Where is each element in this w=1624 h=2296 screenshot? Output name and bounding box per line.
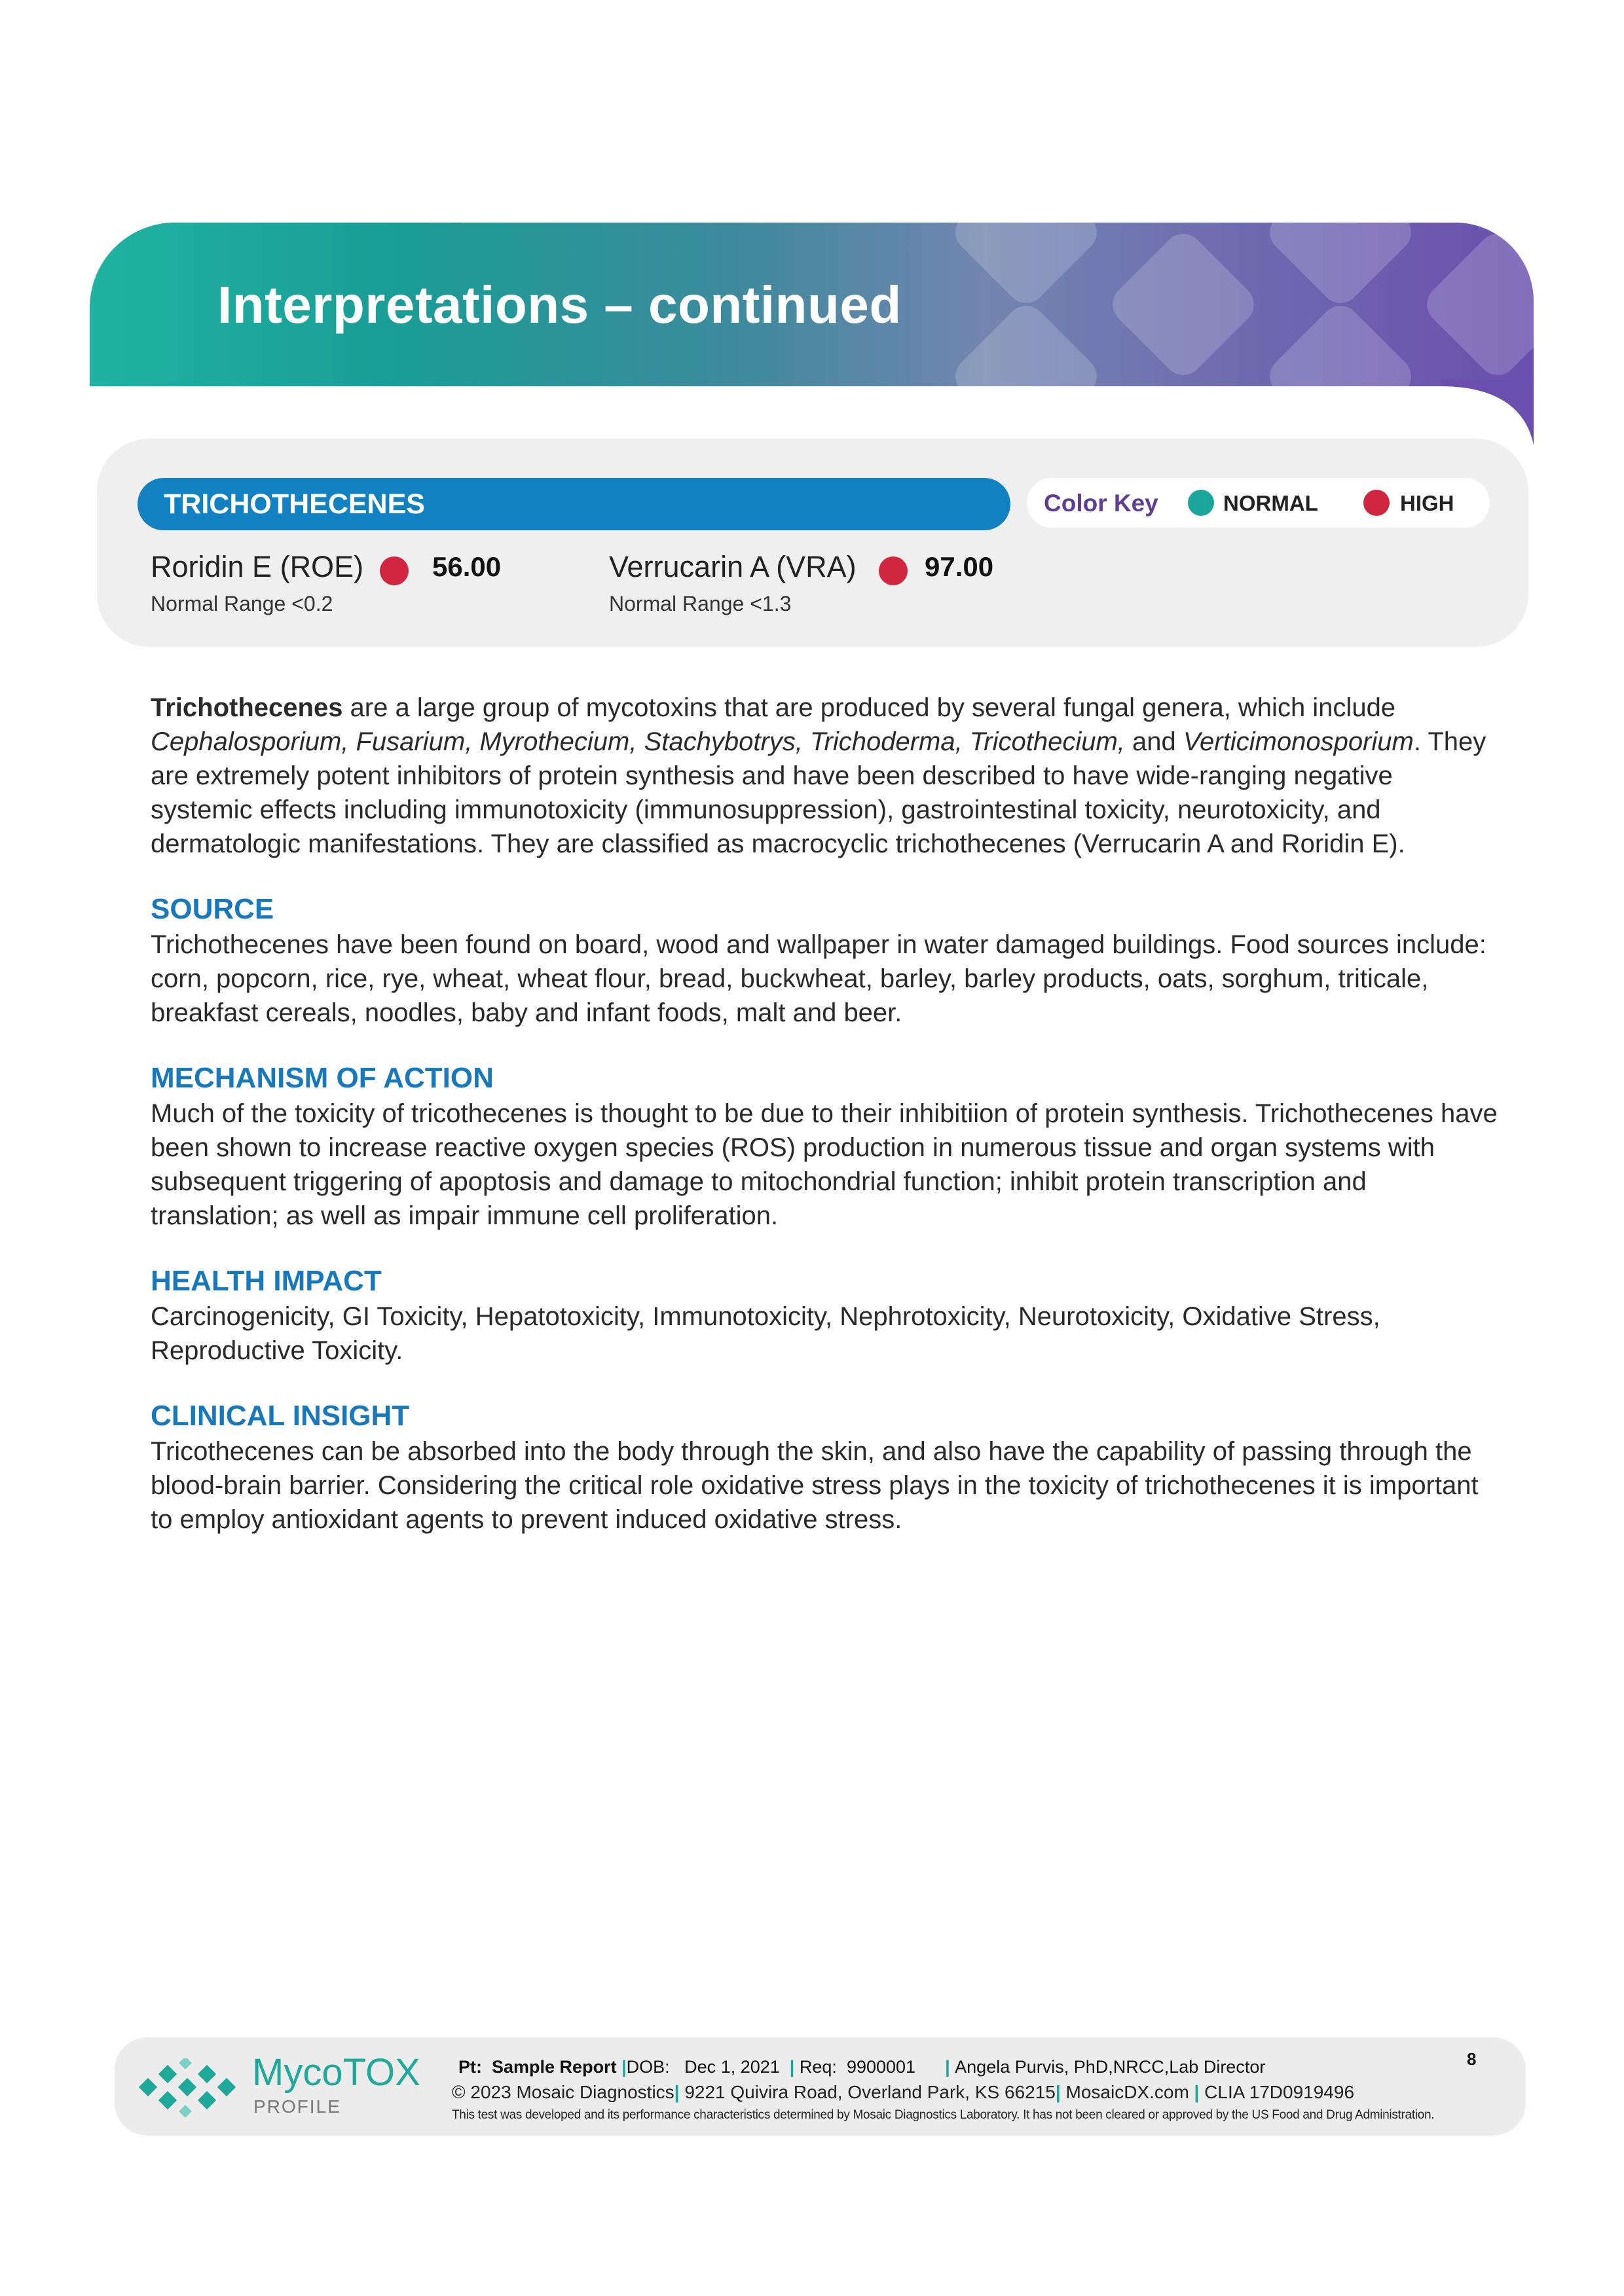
page-footer — [115, 2037, 1526, 2136]
analyte-name: Roridin E (ROE) — [151, 550, 364, 583]
diamond-pattern-decoration — [879, 223, 1534, 386]
logo-subtitle: PROFILE — [253, 2096, 341, 2117]
website: MosaicDX.com — [1065, 2082, 1189, 2102]
section-heading-mechanism: MECHANISM OF ACTION — [151, 1062, 494, 1094]
high-status-dot-icon — [1363, 490, 1390, 516]
banner-curve-decoration — [1441, 380, 1534, 445]
color-key — [1027, 478, 1490, 528]
category-title: TRICHOTHECENES — [164, 488, 425, 520]
section-heading-clinical-insight: CLINICAL INSIGHT — [151, 1400, 410, 1432]
page-header-banner — [90, 223, 1534, 386]
address: 9221 Quivira Road, Overland Park, KS 66215 — [684, 2082, 1056, 2102]
normal-status-dot-icon — [1188, 490, 1214, 516]
fda-disclaimer: This test was developed and its performance characteristics determined by Mosaic Diagnostics Laboratory. It has not been cleared or approved by the US Food and Drug Administration. — [452, 2108, 1435, 2122]
patient-info-line: Pt: Sample Report |DOB: Dec 1, 2021 | Req: 9900001 | Angela Purvis, PhD,NRCC,Lab Director — [458, 2057, 1266, 2077]
page-title: Interpretations – continued — [217, 276, 902, 334]
company-info-line: © 2023 Mosaic Diagnostics| 9221 Quivira Road, Overland Park, KS 66215| MosaicDX.com | CLIA 17D0919496 — [452, 2082, 1355, 2102]
section-heading-source: SOURCE — [151, 893, 274, 925]
req-value: 9900001 — [846, 2057, 916, 2077]
section-body-health-impact: Carcinogenicity, GI Toxicity, Hepatotoxicity, Immunotoxicity, Nephrotoxicity, Neurotoxicity, Oxidative Stress, Reproductive Toxicity. — [151, 1302, 1380, 1365]
analyte-normal-range: Normal Range <1.3 — [609, 592, 792, 615]
patient-value: Sample Report — [492, 2057, 617, 2077]
intro-paragraph — [151, 691, 1500, 861]
section-body-source: Trichothecenes have been found on board, wood and wallpaper in water damaged buildings. Food sources include: corn, popcorn, rice, rye, wheat, wheat flour, bread, buckwheat, barley, barley products, oats, sorghum, triticale, breakfast cereals, noodles, baby and infant foods, malt and beer. — [151, 930, 1486, 1027]
high-status-dot-icon — [380, 556, 409, 585]
high-label: HIGH — [1400, 491, 1454, 515]
analyte-value: 56.00 — [432, 551, 502, 582]
dob-label: DOB: — [626, 2057, 670, 2077]
patient-label: Pt: — [458, 2057, 482, 2077]
page-number: 8 — [1467, 2049, 1477, 2069]
req-label: Req: — [799, 2057, 837, 2077]
intro-text-1: are a large group of mycotoxins that are produced by several fungal genera, which include — [342, 693, 1396, 722]
high-status-dot-icon — [879, 556, 908, 585]
clia-number: CLIA 17D0919496 — [1204, 2082, 1355, 2102]
mycotox-logo-icon — [138, 2058, 242, 2117]
color-key-title: Color Key — [1044, 490, 1158, 517]
intro-lead: Trichothecenes — [151, 693, 343, 722]
intro-text-2: . They are extremely potent inhibitors of protein synthesis and have been described to have wide-ranging negative systemic effects including immunotoxicity (immunosuppression), gastrointestinal toxicity, neurotoxicity, and dermatologic manifestations. They are classified as macrocyclic trichothecenes (Verrucarin A and Roridin E). — [151, 727, 1486, 858]
results-summary-panel — [97, 439, 1528, 647]
section-body-mechanism: Much of the toxicity of tricothecenes is thought to be due to their inhibitiion of protein synthesis. Trichothecenes have been shown to increase reactive oxygen species (ROS) production in numerous tissue and organ systems with subsequent triggering of apoptosis and damage to mitochondrial function; inhibit protein transcription and translation; as well as impair immune cell proliferation. — [151, 1099, 1498, 1230]
analyte-normal-range: Normal Range <0.2 — [151, 592, 333, 615]
intro-and: and — [1124, 727, 1183, 756]
analyte-value: 97.00 — [925, 551, 994, 582]
normal-label: NORMAL — [1223, 491, 1318, 515]
lab-director: Angela Purvis, PhD,NRCC,Lab Director — [955, 2057, 1266, 2077]
analyte-name: Verrucarin A (VRA) — [609, 550, 857, 583]
section-heading-health-impact: HEALTH IMPACT — [151, 1265, 382, 1297]
category-header — [138, 478, 1010, 530]
section-body-clinical-insight: Tricothecenes can be absorbed into the body through the skin, and also have the capability of passing through the blood-brain barrier. Considering the critical role oxidative stress plays in the toxicity of trichothecenes it is important to employ antioxidant agents to prevent induced oxidative stress. — [151, 1437, 1479, 1534]
interpretation-content — [151, 691, 1500, 1537]
intro-last-genus: Verticimonosporium — [1183, 727, 1414, 756]
logo-wordmark: MycoTOX — [252, 2051, 420, 2094]
dob-value: Dec 1, 2021 — [684, 2057, 780, 2077]
intro-genera: Cephalosporium, Fusarium, Myrothecium, Stachybotrys, Trichoderma, Tricothecium, — [151, 727, 1125, 756]
copyright: © 2023 Mosaic Diagnostics — [452, 2082, 674, 2102]
